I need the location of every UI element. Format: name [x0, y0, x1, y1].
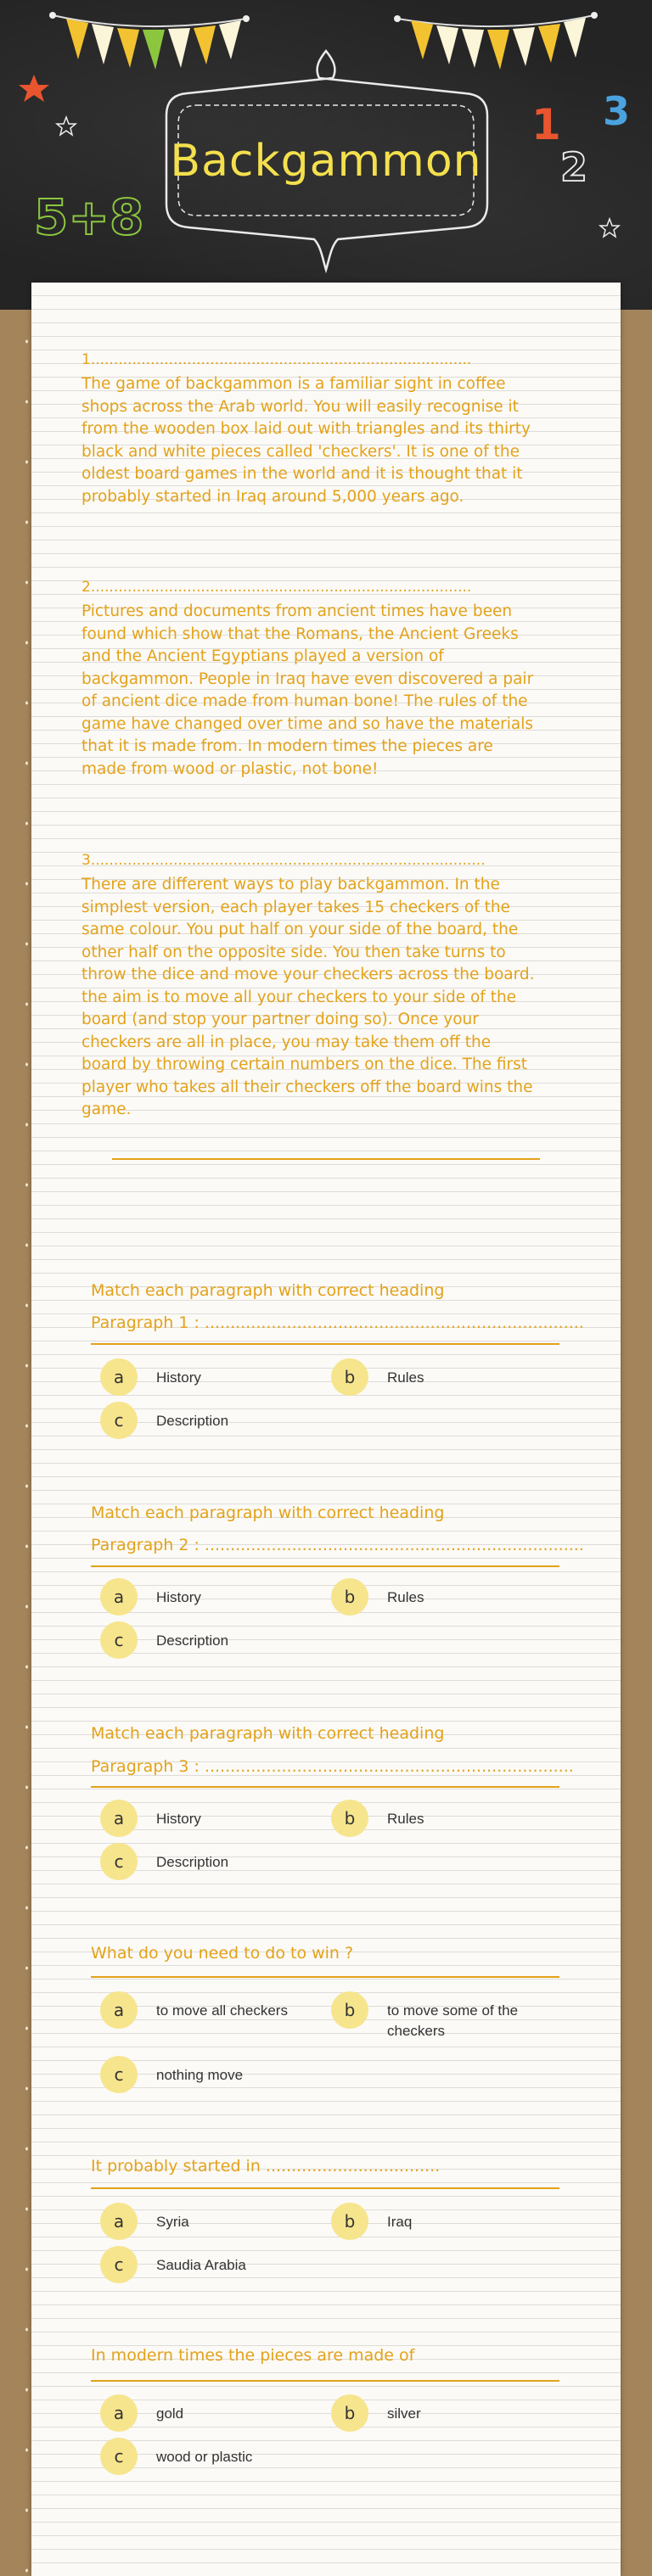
question-3-title: Match each paragraph with correct heading	[91, 1724, 445, 1743]
option-letter-badge: a	[100, 2203, 138, 2240]
question-2-option-a[interactable]	[100, 1578, 318, 1616]
option-label: Description	[156, 1632, 229, 1649]
option-label: Description	[156, 1413, 229, 1429]
option-letter-badge: c	[100, 2438, 138, 2475]
option-letter-badge: a	[100, 2394, 138, 2432]
option-label: Rules	[387, 1369, 424, 1386]
question-5-title: It probably started in ..................................	[91, 2157, 441, 2176]
paragraph-1-text: The game of backgammon is a familiar sight in coffee shops across the Arab world. You will easily recognise it from the wooden box laid out with triangles and its thirty black and white pieces called 'checkers'. It is one of the oldest board games in the world and it is thought that it probably started in Iraq around 5,000 years ago.	[82, 375, 531, 506]
chalk-number-two: 2	[560, 144, 588, 190]
chalkboard-header	[0, 0, 652, 310]
option-letter-badge: b	[331, 2203, 368, 2240]
paragraph-1-number: 1...................................................................................	[82, 351, 472, 368]
paragraph-3-underline	[112, 1158, 540, 1160]
paragraph-3-text: There are different ways to play backgammon. In the simplest version, each player takes 15 checkers of the same colour. You put half on your side of the board, the other half on the opposite side. You then take turns to throw the dice and move your checkers across the board. the aim is to move all your checkers to your side of the board (and stop your partner doing so). Once your checkers are all in place, you may take them off the board by throwing certain numbers on the dice. The first player who takes all their checkers off the board wins the game.	[82, 876, 535, 1118]
option-letter-badge: c	[100, 1402, 138, 1439]
option-label: gold	[156, 2405, 184, 2422]
question-6-divider	[91, 2380, 559, 2382]
option-letter-badge: a	[100, 1578, 138, 1616]
question-3-option-b[interactable]	[331, 1800, 548, 1837]
option-label: nothing move	[156, 2067, 244, 2083]
option-label: History	[156, 1369, 201, 1386]
paragraph-2	[82, 579, 540, 781]
question-4-option-b[interactable]	[331, 1991, 548, 2041]
chalk-number-one: 1	[531, 100, 561, 149]
paragraph-3	[82, 852, 540, 1122]
option-label: Syria	[156, 2214, 189, 2230]
chalk-number-three: 3	[603, 88, 631, 134]
question-4-divider	[91, 1976, 559, 1978]
question-3-subtitle: Paragraph 3 : ........................................................................	[91, 1757, 574, 1776]
option-label: Description	[156, 1854, 229, 1870]
option-letter-badge: b	[331, 1800, 368, 1837]
question-4-option-a[interactable]	[100, 1991, 318, 2029]
question-5-option-a[interactable]	[100, 2203, 318, 2240]
question-4-option-c[interactable]	[100, 2056, 318, 2093]
question-2-subtitle: Paragraph 2 : ..........................................................................	[91, 1536, 584, 1554]
question-6-option-a[interactable]	[100, 2394, 318, 2432]
option-letter-badge: a	[100, 1800, 138, 1837]
chalk-equation: 5+8	[34, 188, 144, 246]
question-5-option-c[interactable]	[100, 2246, 318, 2283]
question-5-option-b[interactable]	[331, 2203, 548, 2240]
option-label: wood or plastic	[156, 2449, 253, 2465]
option-letter-badge: a	[100, 1991, 138, 2029]
paragraph-3-number: 3......................................................................................	[82, 852, 486, 869]
option-letter-badge: b	[331, 2394, 368, 2432]
paragraph-2-number: 2...................................................................................	[82, 579, 472, 596]
question-6-option-c[interactable]	[100, 2438, 318, 2475]
option-letter-badge: b	[331, 1358, 368, 1396]
option-letter-badge: c	[100, 1843, 138, 1880]
option-label: to move all checkers	[156, 2002, 288, 2019]
option-label: Rules	[387, 1589, 424, 1605]
option-label: silver	[387, 2405, 421, 2422]
question-5-divider	[91, 2187, 559, 2189]
question-1-option-c[interactable]	[100, 1402, 318, 1439]
question-4-title: What do you need to do to win ?	[91, 1944, 354, 1963]
question-6-option-b[interactable]	[331, 2394, 548, 2432]
question-1-divider	[91, 1343, 559, 1345]
option-letter-badge: b	[331, 1578, 368, 1616]
option-label: Saudia Arabia	[156, 2257, 246, 2273]
question-2-title: Match each paragraph with correct heading	[91, 1504, 445, 1522]
question-2-option-b[interactable]	[331, 1578, 548, 1616]
option-letter-badge: b	[331, 1991, 368, 2029]
option-letter-badge: c	[100, 1621, 138, 1659]
question-2-divider	[91, 1565, 559, 1567]
question-1-subtitle: Paragraph 1 : ..........................................................................	[91, 1313, 584, 1332]
option-label: to move some of the checkers	[387, 2002, 519, 2039]
paragraph-1	[82, 351, 540, 508]
question-1-option-b[interactable]	[331, 1358, 548, 1396]
option-label: History	[156, 1811, 201, 1827]
option-letter-badge: a	[100, 1358, 138, 1396]
question-2-option-c[interactable]	[100, 1621, 318, 1659]
option-letter-badge: c	[100, 2056, 138, 2093]
option-label: Iraq	[387, 2214, 413, 2230]
question-1-title: Match each paragraph with correct heading	[91, 1281, 445, 1300]
paragraph-2-text: Pictures and documents from ancient times have been found which show that the Romans, the Ancient Greeks and the Ancient Egyptians played a version of backgammon. People in Iraq have even discovered a pair of ancient dice made from human bone! The rules of the game have changed over time and so have the materials that it is made from. In modern times the pieces are made from wood or plastic, not bone!	[82, 602, 534, 778]
option-label: Rules	[387, 1811, 424, 1827]
question-1-option-a[interactable]	[100, 1358, 318, 1396]
option-letter-badge: c	[100, 2246, 138, 2283]
option-label: History	[156, 1589, 201, 1605]
question-6-title: In modern times the pieces are made of	[91, 2346, 415, 2365]
question-3-option-c[interactable]	[100, 1843, 318, 1880]
question-3-option-a[interactable]	[100, 1800, 318, 1837]
page-title: Backgammon	[170, 136, 482, 187]
question-3-divider	[91, 1786, 559, 1788]
